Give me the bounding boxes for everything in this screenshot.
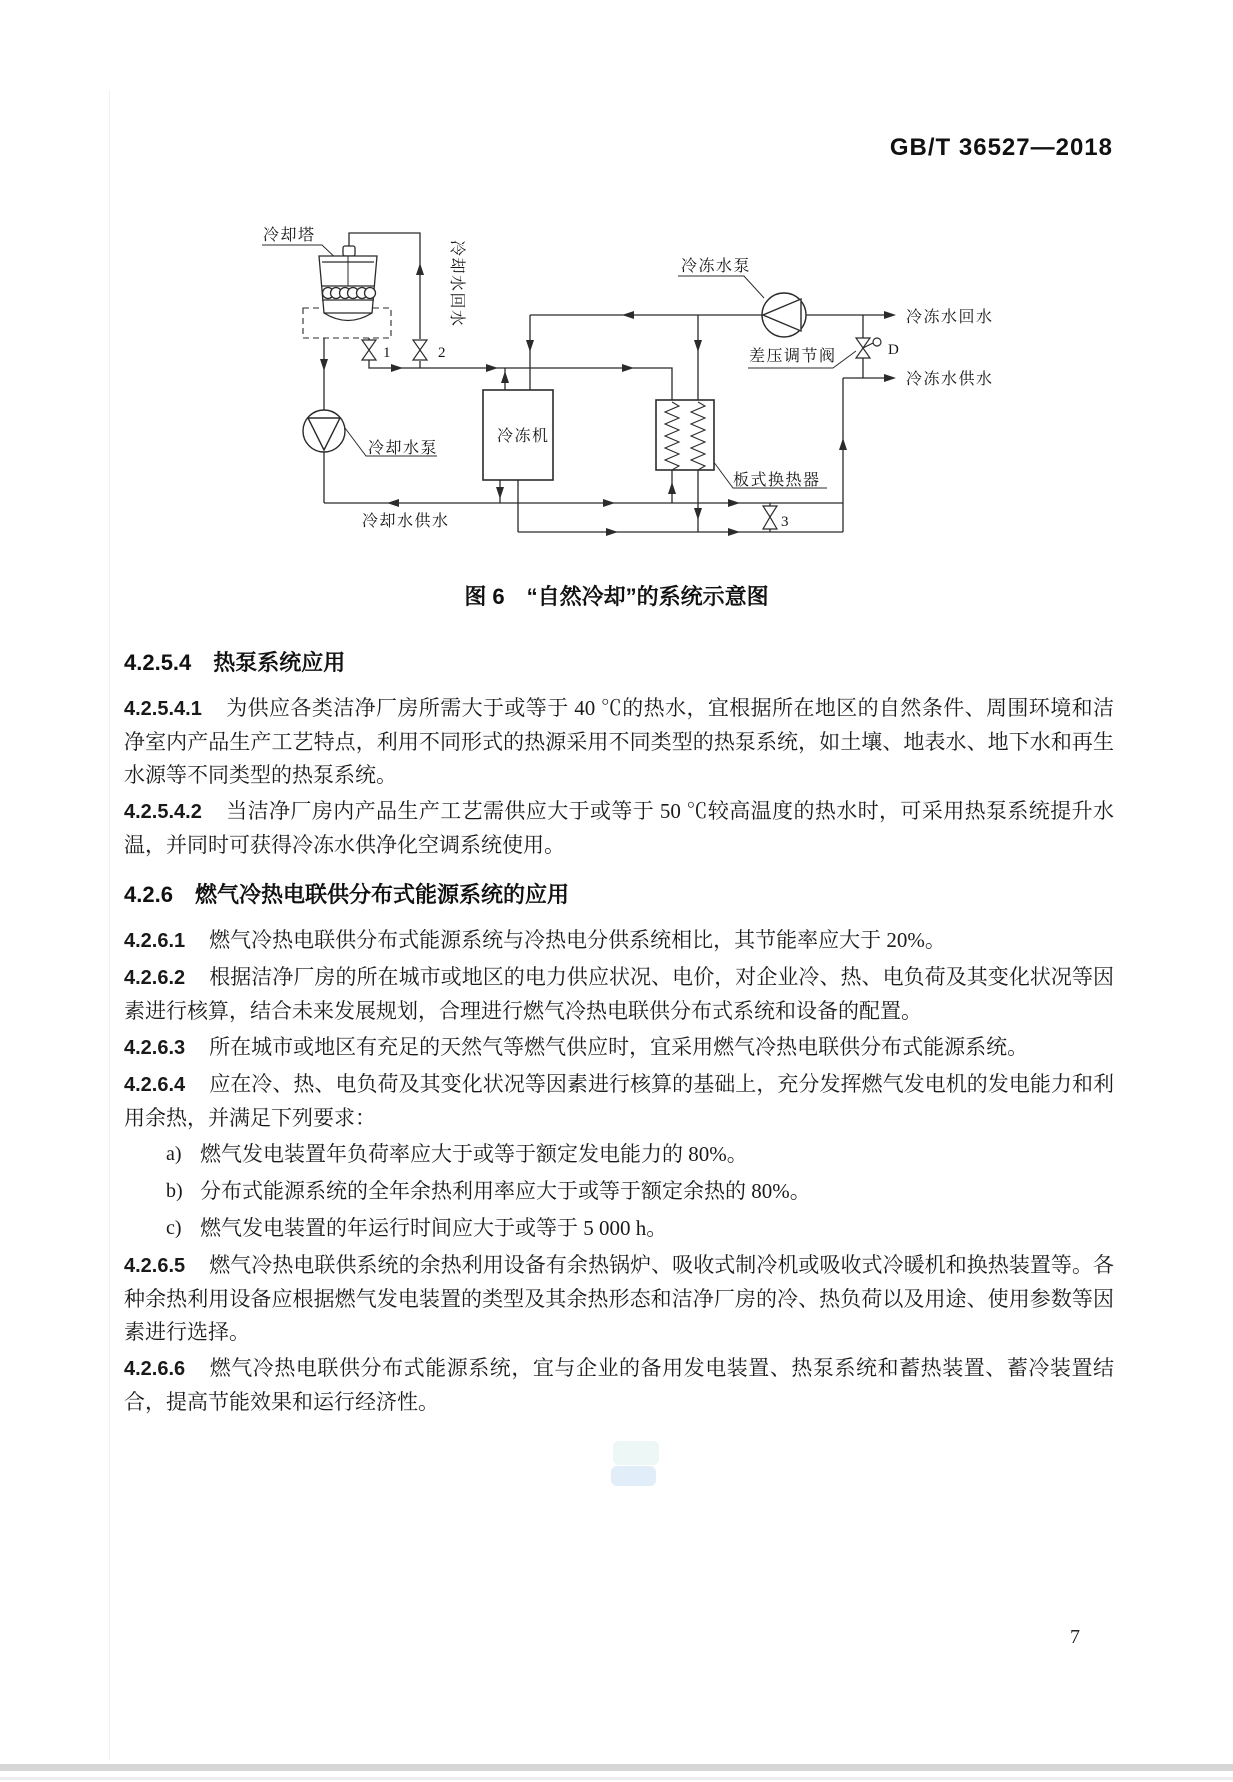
label-valve-3: 3	[781, 514, 789, 530]
label-cooling-water-supply: 冷却水供水	[362, 513, 450, 530]
clause-number: 4.2.6.5	[124, 1255, 186, 1277]
clause-text: 根据洁净厂房的所在城市或地区的电力供应状况、电价，对企业冷、热、电负荷及其变化状况等因素进行核算，结合未来发展规划，合理进行燃气冷热电联供分布式系统和设备的配置。	[124, 965, 1114, 1023]
label-chilled-water-return: 冷冻水回水	[906, 309, 994, 326]
list-item-c	[124, 1212, 1114, 1245]
list-marker: b)	[166, 1180, 183, 1202]
document-body	[124, 650, 1114, 1422]
system-diagram	[0, 0, 1233, 560]
section-heading-4-2-6	[124, 882, 1114, 908]
chilled-water-pump-symbol	[762, 293, 806, 337]
list-item-b	[124, 1175, 1114, 1208]
clause-text: 应在冷、热、电负荷及其变化状况等因素进行核算的基础上，充分发挥燃气发电机的发电能力和利用余热，并满足下列要求：	[124, 1072, 1114, 1130]
label-chilled-water-supply: 冷冻水供水	[906, 371, 994, 388]
label-chilled-water-pump: 冷冻水泵	[681, 258, 752, 275]
section-title: 燃气冷热电联供分布式能源系统的应用	[194, 882, 569, 907]
valve-3-icon	[763, 506, 777, 529]
figure-caption: 图 6 “自然冷却”的系统示意图	[464, 584, 769, 609]
list-text: 燃气发电装置年负荷率应大于或等于额定发电能力的 80%。	[200, 1142, 748, 1166]
scan-bottom-strip	[0, 1777, 1233, 1780]
page-number: 7	[1070, 1626, 1080, 1648]
label-plate-heat-exchanger: 板式换热器	[733, 472, 821, 489]
list-marker: c)	[166, 1217, 182, 1239]
label-valve-1: 1	[383, 345, 391, 361]
valve-1-icon	[362, 340, 376, 360]
label-valve-2: 2	[438, 345, 446, 361]
flow-arrows	[320, 263, 896, 536]
clause-number: 4.2.5.4.1	[124, 698, 202, 720]
label-valve-d: D	[888, 342, 899, 358]
valve-symbols	[362, 338, 881, 529]
faint-watermark-blob	[611, 1466, 656, 1486]
clause-4-2-6-5	[124, 1249, 1114, 1349]
clause-number: 4.2.5.4.2	[124, 801, 202, 823]
clause-text: 为供应各类洁净厂房所需大于或等于 40 ℃的热水，宜根据所在地区的自然条件、周围环境和洁净室内产品生产工艺特点，利用不同形式的热源采用不同类型的热泵系统，如土壤、地表水、地下水和再生水源等不同类型的热泵系统。	[124, 696, 1114, 787]
clause-4-2-6-3	[124, 1031, 1114, 1065]
list-text: 分布式能源系统的全年余热利用率应大于或等于额定余热的 80%。	[200, 1179, 811, 1203]
clause-number: 4.2.6.4	[124, 1074, 186, 1096]
label-cooling-water-pump: 冷却水泵	[368, 440, 439, 457]
clause-4-2-6-1	[124, 924, 1114, 958]
clause-number: 4.2.6.2	[124, 967, 186, 989]
label-cooling-water-return: 冷却水回水	[448, 240, 465, 328]
clause-text: 燃气冷热电联供分布式能源系统，宜与企业的备用发电装置、热泵系统和蓄热装置、蓄冷装置结合，提高节能效果和运行经济性。	[124, 1356, 1114, 1414]
clause-4-2-6-2	[124, 961, 1114, 1028]
label-chiller: 冷冻机	[497, 428, 550, 445]
scan-bottom-strip	[0, 1764, 1233, 1771]
section-number: 4.2.6	[124, 882, 173, 907]
plate-heat-exchanger-symbol	[656, 400, 714, 470]
clause-text: 所在城市或地区有充足的天然气等燃气供应时，宜采用燃气冷热电联供分布式能源系统。	[209, 1035, 1029, 1059]
clause-4-2-5-4-2	[124, 795, 1114, 862]
section-title: 热泵系统应用	[213, 650, 346, 675]
clause-text: 燃气冷热电联供系统的余热利用设备有余热锅炉、吸收式制冷机或吸收式冷暖机和换热装置等。各种余热利用设备应根据燃气发电装置的类型及其余热形态和洁净厂房的冷、热负荷以及用途、使用参数等因素进行选择。	[124, 1253, 1114, 1344]
cooling-tower-symbol	[319, 246, 377, 321]
clause-number: 4.2.6.1	[124, 930, 186, 952]
doc-number: GB/T 36527—2018	[889, 134, 1113, 161]
clause-number: 4.2.6.3	[124, 1037, 186, 1059]
clause-4-2-5-4-1	[124, 692, 1114, 792]
clause-text: 当洁净厂房内产品生产工艺需供应大于或等于 50 ℃较高温度的热水时，可采用热泵系统提升水温，并同时可获得冷冻水供净化空调系统使用。	[124, 799, 1114, 857]
label-cooling-tower: 冷却塔	[263, 227, 316, 244]
section-heading-4-2-5-4	[124, 650, 1114, 676]
label-pressure-diff-valve: 差压调节阀	[749, 348, 837, 365]
clause-4-2-6-6	[124, 1352, 1114, 1419]
valve-2-icon	[413, 340, 427, 360]
clause-number: 4.2.6.6	[124, 1358, 186, 1380]
faint-watermark-blob	[613, 1441, 659, 1465]
list-marker: a)	[166, 1143, 182, 1165]
cooling-water-pump-symbol	[303, 410, 345, 452]
clause-4-2-6-4	[124, 1068, 1114, 1135]
section-number: 4.2.5.4	[124, 650, 192, 675]
clause-text: 燃气冷热电联供分布式能源系统与冷热电分供系统相比，其节能率应大于 20%。	[209, 928, 946, 952]
list-item-a	[124, 1138, 1114, 1171]
list-text: 燃气发电装置的年运行时间应大于或等于 5 000 h。	[200, 1216, 668, 1240]
